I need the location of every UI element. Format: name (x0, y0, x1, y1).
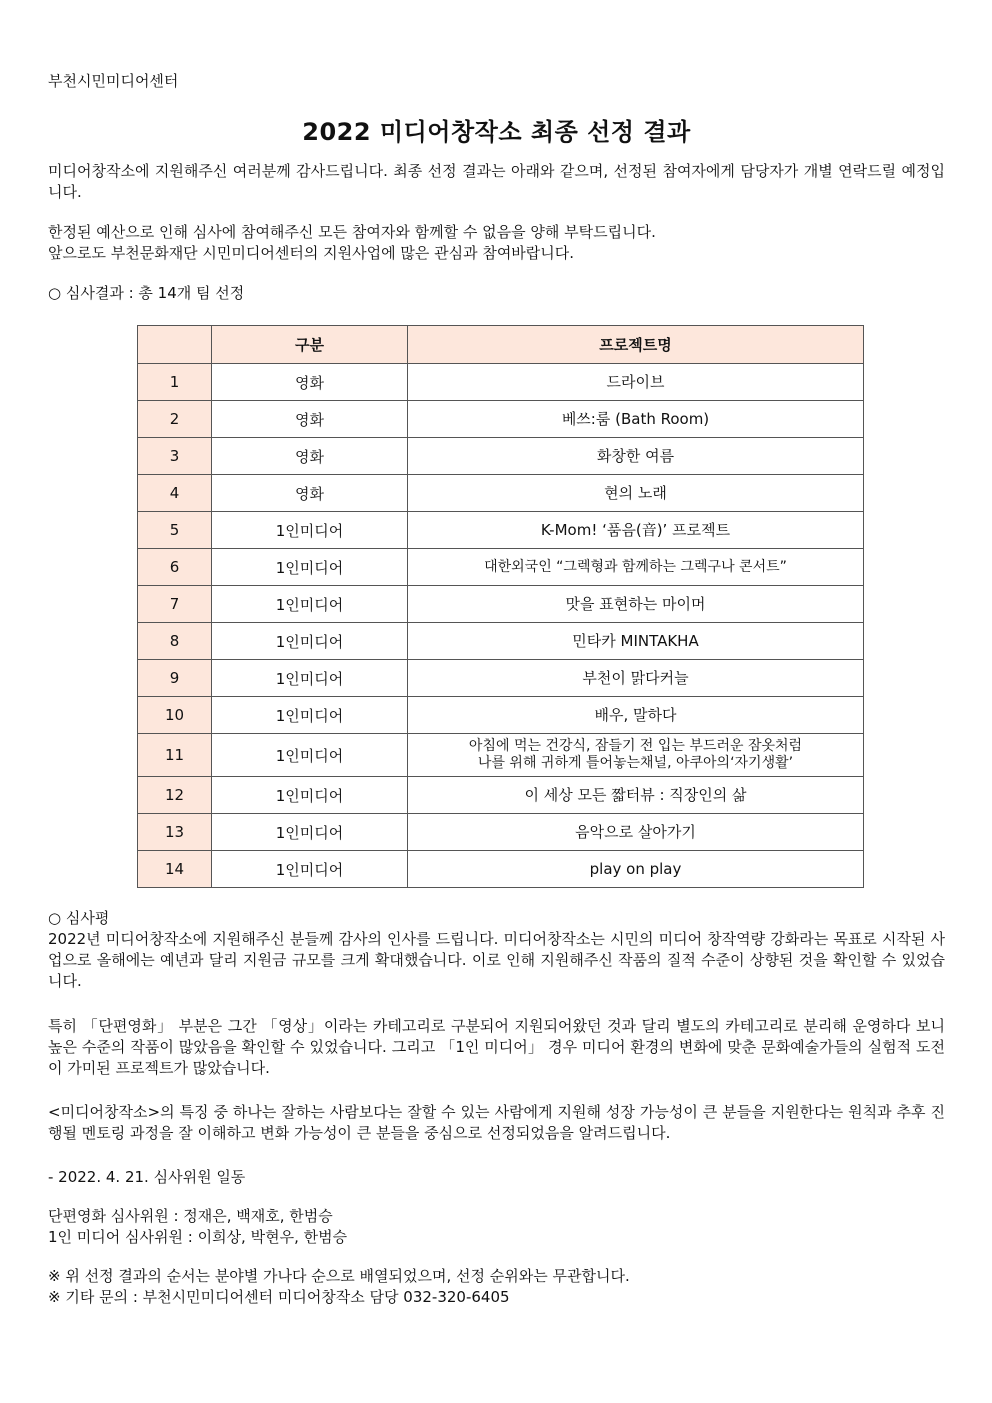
intro-paragraph-1: 미디어창작소에 지원해주신 여러분께 감사드립니다. 최종 선정 결과는 아래와 같으며, 선정된 참여자에게 담당자가 개별 연락드릴 예정입니다. (48, 162, 945, 201)
row-number: 2 (138, 401, 212, 438)
table-row (138, 438, 864, 475)
row-category: 1인미디어 (212, 660, 408, 697)
row-category: 1인미디어 (212, 734, 408, 777)
row-category: 영화 (212, 401, 408, 438)
judges-list (48, 1206, 347, 1248)
row-number: 10 (138, 697, 212, 734)
row-project: 대한외국인 “그렉형과 함께하는 그렉구나 콘서트” (408, 549, 864, 586)
row-category: 1인미디어 (212, 697, 408, 734)
table-header-row (138, 326, 864, 364)
row-category: 1인미디어 (212, 623, 408, 660)
review-paragraph-1: 2022년 미디어창작소에 지원해주신 분들께 감사의 인사를 드립니다. 미디어창작소는 시민의 미디어 창작역량 강화라는 목표로 시작된 사업으로 올해에는 예년과 달리 지원금 규모를 크게 확대했습니다. 이로 인해 지원해주신 작품의 질적 수준이 상향된 것을 확인할 수 있었습니다. (48, 930, 945, 990)
row-project: 이 세상 모든 짧터뷰 : 직장인의 삶 (408, 777, 864, 814)
row-number: 6 (138, 549, 212, 586)
table-row (138, 734, 864, 777)
row-project: 음악으로 살아가기 (408, 814, 864, 851)
row-project-line-1: 아침에 먹는 건강식, 잠들기 전 입는 부드러운 잠옷처럼 (468, 738, 803, 754)
row-project (408, 734, 864, 777)
row-number: 7 (138, 586, 212, 623)
table-row (138, 475, 864, 512)
row-project: 베쓰:룸 (Bath Room) (408, 401, 864, 438)
review-heading: ○ 심사평 (48, 909, 110, 927)
row-number: 11 (138, 734, 212, 777)
intro-line-1: 한정된 예산으로 인해 심사에 참여해주신 모든 참여자와 함께할 수 없음을 양해 부탁드립니다. (48, 223, 656, 241)
table-row (138, 697, 864, 734)
row-number: 8 (138, 623, 212, 660)
table-row (138, 777, 864, 814)
row-category: 1인미디어 (212, 512, 408, 549)
row-project: 부천이 맑다커늘 (408, 660, 864, 697)
row-category: 1인미디어 (212, 851, 408, 888)
table-row (138, 401, 864, 438)
table-row (138, 549, 864, 586)
row-project: 화창한 여름 (408, 438, 864, 475)
intro-line-2: 앞으로도 부천문화재단 시민미디어센터의 지원사업에 많은 관심과 참여바랍니다. (48, 244, 575, 262)
review-date: - 2022. 4. 21. 심사위원 일동 (48, 1168, 246, 1186)
table-row (138, 512, 864, 549)
row-project: play on play (408, 851, 864, 888)
row-number: 14 (138, 851, 212, 888)
row-project: 민타카 MINTAKHA (408, 623, 864, 660)
row-category: 1인미디어 (212, 814, 408, 851)
row-number: 4 (138, 475, 212, 512)
row-category: 1인미디어 (212, 549, 408, 586)
review-paragraph-3: <미디어창작소>의 특징 중 하나는 잘하는 사람보다는 잘할 수 있는 사람에게 지원해 성장 가능성이 큰 분들을 지원한다는 원칙과 추후 진행될 멘토링 과정을 잘 이해하고 변화 가능성이 큰 분들을 중심으로 선정되었음을 알려드립니다. (48, 1103, 945, 1142)
header-project: 프로젝트명 (408, 326, 864, 364)
row-category: 1인미디어 (212, 777, 408, 814)
row-project: K-Mom! ‘품음(音)’ 프로젝트 (408, 512, 864, 549)
row-project: 맛을 표현하는 마이머 (408, 586, 864, 623)
table-row (138, 586, 864, 623)
intro-paragraph-2 (48, 222, 945, 264)
header-num (138, 326, 212, 364)
row-project: 드라이브 (408, 364, 864, 401)
table-row (138, 814, 864, 851)
row-project: 현의 노래 (408, 475, 864, 512)
row-category: 영화 (212, 475, 408, 512)
note-contact: ※ 기타 문의 : 부천시민미디어센터 미디어창작소 담당 032-320-6405 (48, 1288, 510, 1306)
row-project: 배우, 말하다 (408, 697, 864, 734)
row-category: 영화 (212, 438, 408, 475)
row-number: 3 (138, 438, 212, 475)
row-number: 1 (138, 364, 212, 401)
note-order: ※ 위 선정 결과의 순서는 분야별 가나다 순으로 배열되었으며, 선정 순위와는 무관합니다. (48, 1267, 630, 1285)
row-number: 9 (138, 660, 212, 697)
judges-film: 단편영화 심사위원 : 정재은, 백재호, 한범승 (48, 1207, 333, 1225)
notes (48, 1266, 630, 1308)
table-row (138, 623, 864, 660)
table-row (138, 851, 864, 888)
row-category: 영화 (212, 364, 408, 401)
header-category: 구분 (212, 326, 408, 364)
review-paragraph-2: 특히 「단편영화」 부분은 그간 「영상」이라는 카테고리로 구분되어 지원되어왔던 것과 달리 별도의 카테고리로 분리해 운영하다 보니 높은 수준의 작품이 많았음을 확인할 수 있었습니다. 그리고 「1인 미디어」 경우 미디어 환경의 변화에 맞춘 문화예술가들의 실험적 도전이 가미된 프로젝트가 많았습니다. (48, 1017, 945, 1077)
row-number: 13 (138, 814, 212, 851)
table-row (138, 660, 864, 697)
page-title: 2022 미디어창작소 최종 선정 결과 (302, 118, 691, 146)
row-number: 12 (138, 777, 212, 814)
table-row (138, 364, 864, 401)
row-project-line-2: 나를 위해 귀하게 틀어놓는채널, 아쿠아의‘자기생활’ (477, 755, 794, 771)
results-heading: ○ 심사결과 : 총 14개 팀 선정 (48, 284, 245, 302)
results-table (137, 325, 864, 888)
row-number: 5 (138, 512, 212, 549)
organization-name: 부천시민미디어센터 (48, 72, 179, 90)
judges-media: 1인 미디어 심사위원 : 이희상, 박현우, 한범승 (48, 1228, 348, 1246)
row-category: 1인미디어 (212, 586, 408, 623)
